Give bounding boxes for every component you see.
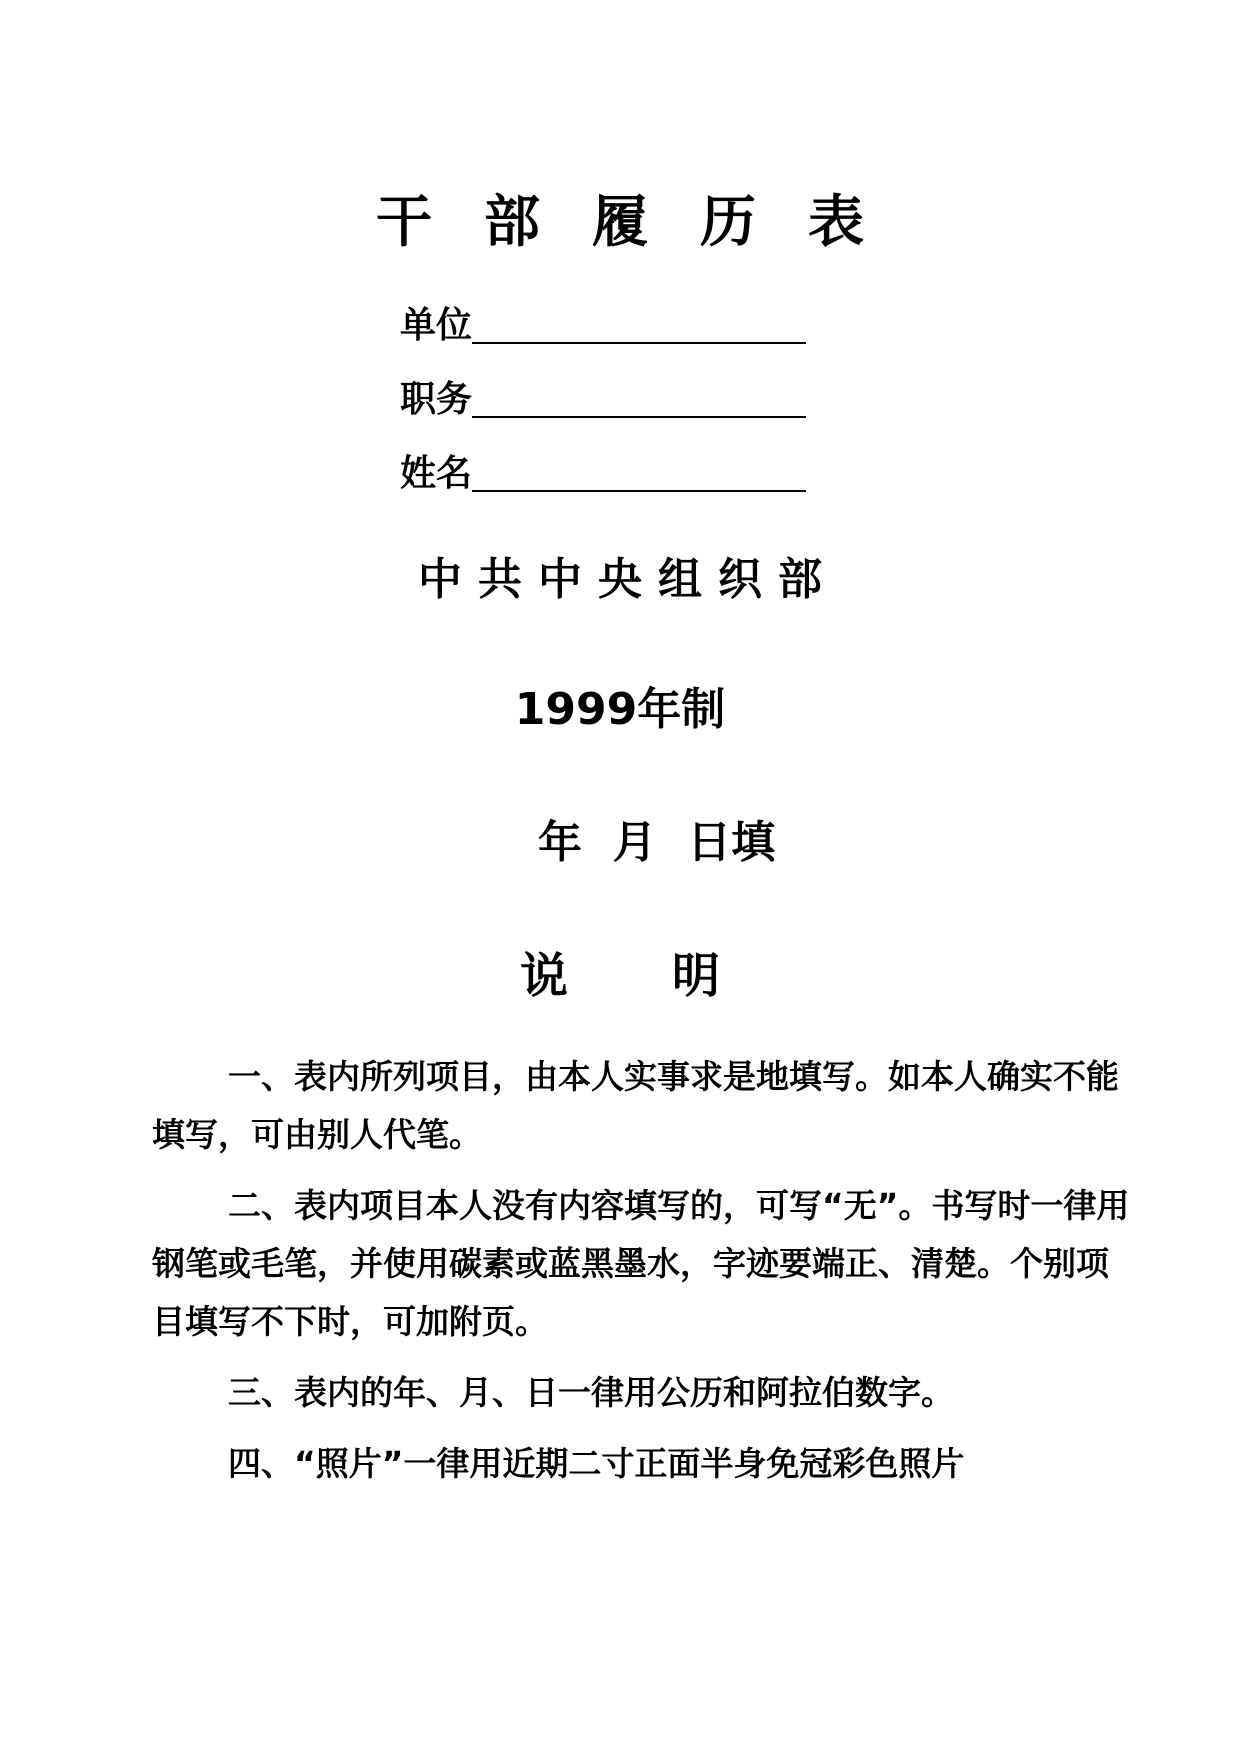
- explanation-title-part2: 明: [672, 948, 721, 1004]
- note-item: 一、表内所列项目，由本人实事求是地填写。如本人确实不能填写，可由别人代笔。: [152, 1057, 1119, 1154]
- year-made: 1999年制: [514, 684, 726, 735]
- note-item: 四、“照片”一律用近期二寸正面半身免冠彩色照片: [228, 1444, 965, 1483]
- position-field: [400, 376, 806, 424]
- unit-blank-line: [472, 306, 806, 344]
- explanation-title-part1: 说: [519, 948, 568, 1004]
- unit-label: 单位: [400, 305, 473, 346]
- note-item: 三、表内的年、月、日一律用公历和阿拉伯数字。: [228, 1373, 954, 1412]
- position-label: 职务: [400, 379, 473, 420]
- organization-name: 中共中央组织部: [418, 554, 838, 605]
- unit-field: [400, 302, 806, 350]
- date-fill-line: 年 月 日填: [538, 817, 776, 868]
- name-label: 姓名: [400, 453, 473, 494]
- name-blank-line: [472, 454, 806, 492]
- explanation-title: [0, 946, 1240, 1006]
- name-field: [400, 450, 806, 498]
- position-blank-line: [472, 380, 806, 418]
- explanation-notes: [152, 1048, 1130, 1506]
- document-title: 干部履历表: [376, 190, 916, 255]
- note-item: 二、表内项目本人没有内容填写的，可写“无”。书写时一律用钢笔或毛笔，并使用碳素或蓝黑墨水，字迹要端正、清楚。个别项目填写不下时，可加附页。: [152, 1186, 1130, 1341]
